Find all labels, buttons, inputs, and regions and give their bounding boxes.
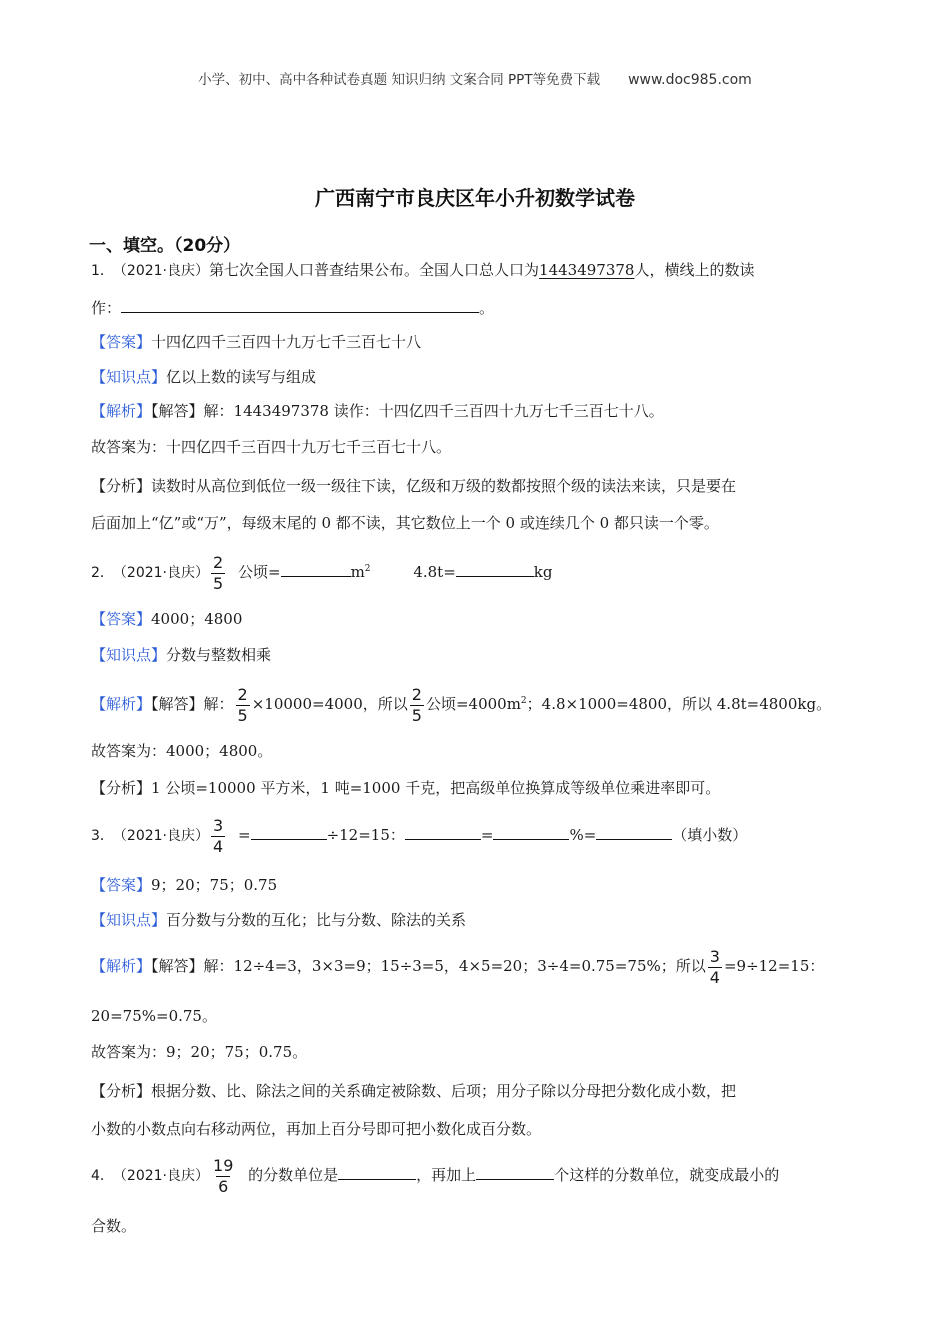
q2-knowledge [91, 645, 271, 665]
q2-line [91, 546, 552, 596]
page-header [0, 68, 950, 88]
q3-t5: （填小数） [672, 826, 748, 844]
q3-frac-numerator: 3 [213, 815, 224, 835]
q1-population-number: 1443497378 [539, 261, 635, 279]
q1-number: 1． [91, 263, 114, 279]
q2-fenxi [91, 778, 720, 798]
q2-analysis-fraction-2 [410, 686, 424, 725]
q2-conclusion: 故答案为：4000；4800。 [91, 742, 273, 760]
q2-analysis [91, 678, 831, 727]
q1-answer-text: 十四亿四千三百四十九万七千三百七十八 [151, 333, 422, 351]
analysis-label: 【解析】 [91, 402, 152, 420]
frac-numerator: 2 [411, 684, 422, 704]
q1-line2 [91, 298, 494, 318]
knowledge-label: 【知识点】 [91, 646, 167, 664]
header-url[interactable]: www.doc985.com [628, 72, 752, 88]
solution-label: 【解答】 [151, 402, 204, 420]
q1-fenxi-line1 [91, 476, 736, 496]
q2-frac-numerator: 2 [213, 552, 224, 572]
q3-fenxi-text1: 根据分数、比、除法之间的关系确定被除数、后项；用分子除以分母把分数化成小数，把 [151, 1082, 737, 1100]
q3-t2: ÷12=15： [326, 826, 405, 844]
solution-label: 【解答】 [151, 695, 204, 713]
knowledge-label: 【知识点】 [91, 911, 167, 929]
q3-t3: = [480, 826, 494, 844]
q1-answer-blank[interactable] [121, 298, 479, 313]
q2-analysis-b: ×10000=4000，所以 [251, 695, 408, 713]
q3-analysis-line2: 20=75%=0.75。 [91, 1007, 217, 1025]
q3-answer-text: 9；20；75；0.75 [151, 876, 278, 894]
fenxi-label: 【分析】 [91, 779, 152, 797]
q1-analysis [91, 401, 664, 421]
q1-source: （2021·良庆） [119, 263, 210, 279]
q2-analysis-sup: 2 [520, 696, 527, 706]
q3-frac-denominator: 4 [213, 836, 224, 856]
q2-text-b: 4.8t= [413, 563, 456, 581]
q1-knowledge [91, 367, 316, 387]
q1-text: 第七次全国人口普查结果公布。全国人口总人口为 [209, 261, 540, 279]
q1-line1 [91, 260, 754, 281]
q3-fenxi-line1 [91, 1081, 736, 1101]
frac-denominator: 5 [237, 705, 248, 725]
page-title: 广西南宁市良庆区年小升初数学试卷 [315, 186, 635, 210]
q2-fraction [211, 554, 225, 593]
q1-conclusion: 故答案为：十四亿四千三百四十九万七千三百七十八。 [91, 438, 452, 456]
q2-analysis-d: ；4.8×1000=4800，所以 4.8t=4800kg。 [526, 695, 832, 713]
q3-t4: %= [569, 826, 597, 844]
q3-line [91, 812, 747, 859]
q1-line2-end: 。 [479, 299, 495, 317]
q3-blank-2[interactable] [405, 825, 481, 840]
q3-knowledge-text: 百分数与分数的互化；比与分数、除法的关系 [166, 911, 467, 929]
q3-answer [91, 875, 277, 895]
answer-label: 【答案】 [91, 876, 152, 894]
q2-fenxi-text: 1 公顷=10000 平方米，1 吨=1000 千克，把高级单位换算成等级单位乘进率即可。 [151, 779, 721, 797]
fenxi-label: 【分析】 [91, 477, 152, 495]
q3-analysis-fraction [708, 948, 722, 987]
q1-line2-label: 作： [91, 299, 122, 317]
frac-numerator: 2 [237, 684, 248, 704]
q4-frac-denominator: 6 [218, 1176, 229, 1196]
q2-blank-1[interactable] [281, 562, 351, 577]
q1-knowledge-text: 亿以上数的读写与组成 [166, 368, 317, 386]
q3-number: 3． [91, 828, 114, 844]
frac-denominator: 5 [411, 705, 422, 725]
q4-line2: 合数。 [91, 1217, 137, 1235]
q3-fraction [211, 817, 225, 856]
q3-analysis-a: 解：12÷4=3，3×3=9；15÷3=5，4×5=20；3÷4=0.75=75%；所以 [203, 957, 706, 975]
frac-numerator: 3 [709, 946, 720, 966]
q2-source: （2021·良庆） [119, 565, 210, 581]
q2-number: 2． [91, 565, 114, 581]
q3-t1: = [237, 826, 251, 844]
knowledge-label: 【知识点】 [91, 368, 167, 386]
q3-blank-4[interactable] [596, 825, 672, 840]
q4-line [91, 1152, 779, 1199]
q4-fraction [211, 1157, 235, 1196]
fenxi-label: 【分析】 [91, 1082, 152, 1100]
q3-blank-1[interactable] [251, 825, 327, 840]
q1-fenxi-line2: 后面加上“亿”或“万”，每级末尾的 0 都不读，其它数位上一个 0 或连续几个 0 都只读一个零。 [91, 514, 719, 532]
q4-t1: 的分数单位是 [248, 1166, 339, 1184]
q2-sup: 2 [364, 564, 371, 574]
q1-analysis-text: 解：1443497378 读作：十四亿四千三百四十九万七千三百七十八。 [203, 402, 664, 420]
q4-frac-numerator: 19 [213, 1155, 234, 1175]
section-heading: 一、填空。（20分） [89, 236, 241, 256]
q2-knowledge-text: 分数与整数相乘 [166, 646, 272, 664]
q3-fenxi-line2: 小数的小数点向右移动两位，再加上百分号即可把小数化成百分数。 [91, 1120, 542, 1138]
q3-source: （2021·良庆） [119, 828, 210, 844]
q4-number: 4． [91, 1168, 114, 1184]
q3-conclusion: 故答案为：9；20；75；0.75。 [91, 1043, 308, 1061]
analysis-label: 【解析】 [91, 695, 152, 713]
q2-analysis-a: 解： [203, 695, 234, 713]
q4-t2: ，再加上 [416, 1166, 477, 1184]
solution-label: 【解答】 [151, 957, 204, 975]
analysis-label: 【解析】 [91, 957, 152, 975]
q4-t3: 个这样的分数单位，就变成最小的 [554, 1166, 780, 1184]
q3-analysis-b: =9÷12=15： [723, 957, 825, 975]
answer-label: 【答案】 [91, 333, 152, 351]
q2-unit-b: kg [533, 563, 553, 581]
q2-analysis-c: 公顷=4000m [425, 695, 521, 713]
q1-answer [91, 332, 421, 352]
q2-analysis-fraction-1 [236, 686, 250, 725]
q2-blank-2[interactable] [456, 562, 534, 577]
q4-source: （2021·良庆） [119, 1168, 210, 1184]
header-text: 小学、初中、高中各种试卷真题 知识归纳 文案合同 PPT等免费下载 [198, 72, 601, 88]
frac-denominator: 4 [709, 967, 720, 987]
q2-frac-denominator: 5 [213, 573, 224, 593]
q2-text-a: 公顷= [237, 563, 281, 581]
q4-blank-1[interactable] [338, 1165, 416, 1180]
q1-fenxi-text1: 读数时从高位到低位一级一级往下读，亿级和万级的数都按照个级的读法来读，只是要在 [151, 477, 737, 495]
q3-blank-3[interactable] [493, 825, 569, 840]
q3-knowledge [91, 910, 466, 930]
q2-answer-text: 4000；4800 [151, 610, 243, 628]
q3-analysis [91, 943, 824, 989]
q2-answer [91, 609, 242, 629]
q2-unit-a: m [350, 563, 365, 581]
q4-blank-2[interactable] [476, 1165, 554, 1180]
q1-text-b: 人，横线上的数读 [634, 261, 755, 279]
answer-label: 【答案】 [91, 610, 152, 628]
